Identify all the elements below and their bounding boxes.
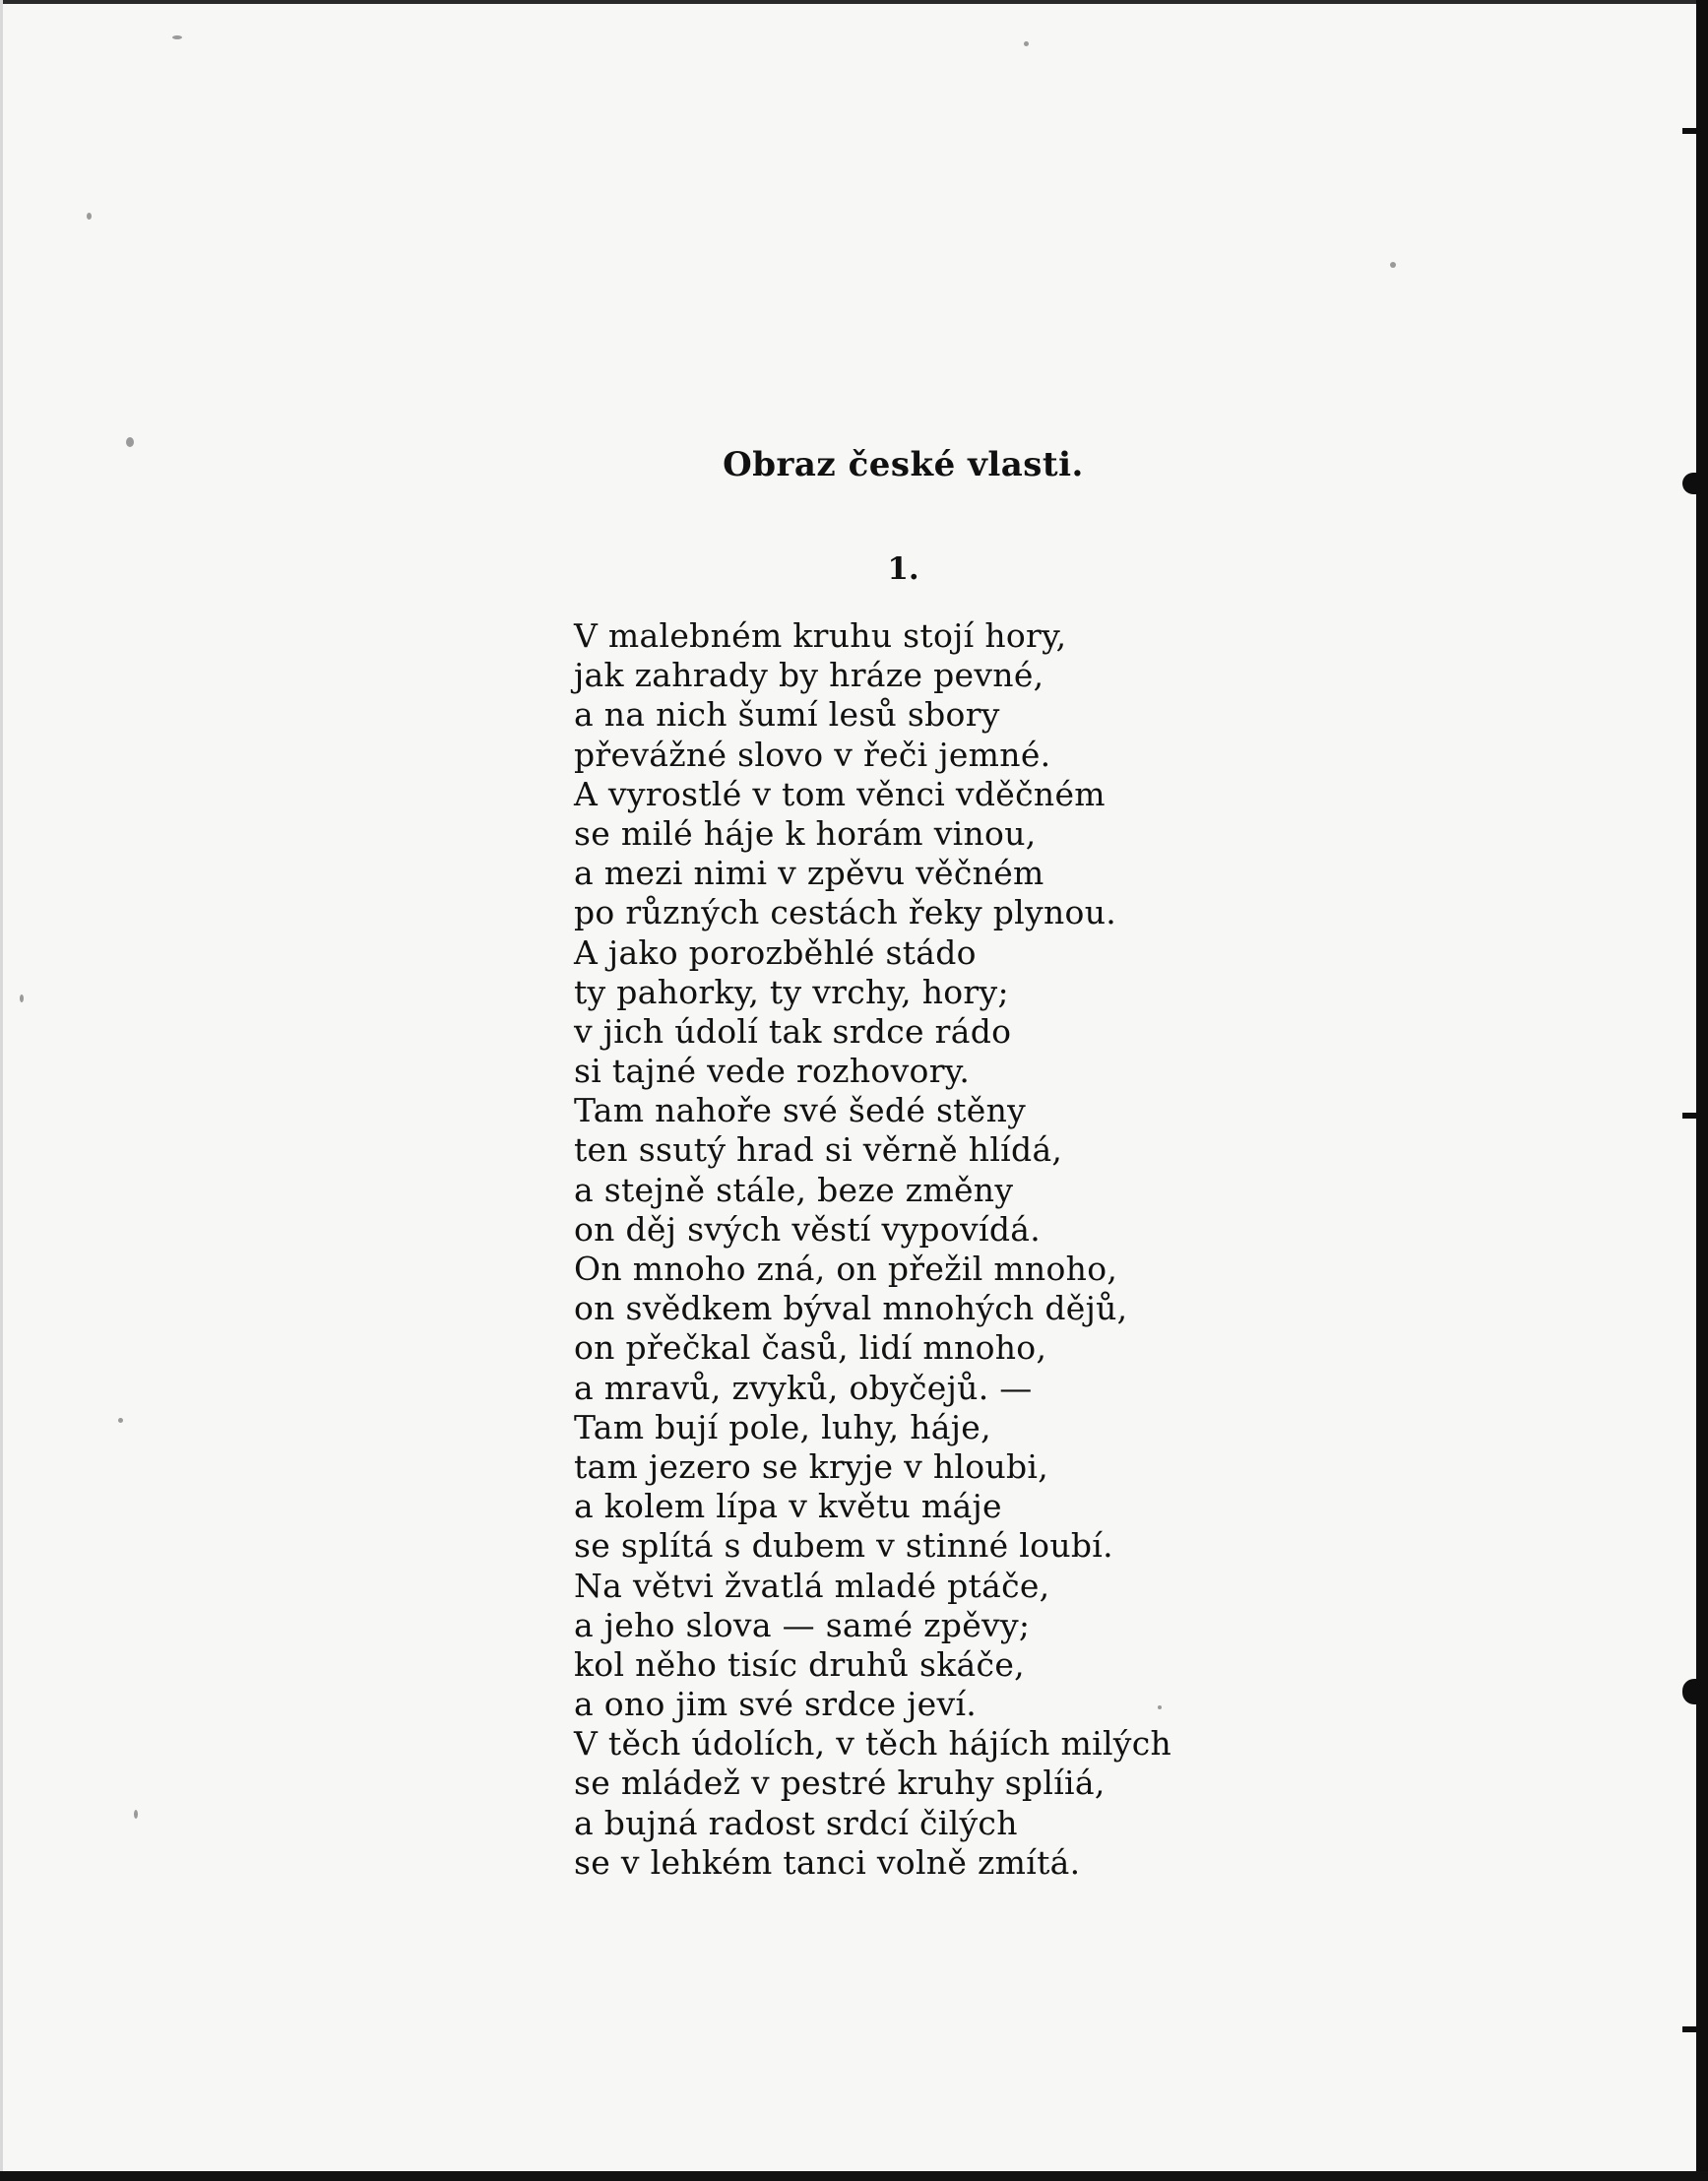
scan-edge-mark bbox=[1682, 128, 1708, 134]
poem-line: a jeho slova — samé zpěvy; bbox=[574, 1605, 1031, 1644]
poem-line: se v lehkém tanci volně zmítá. bbox=[574, 1842, 1081, 1882]
poem-line: tam jezero se kryje v hloubi, bbox=[574, 1446, 1049, 1486]
poem-line: a na nich šumí lesů sbory bbox=[574, 695, 1000, 735]
poem-line: on přečkal časů, lidí mnoho, bbox=[574, 1328, 1047, 1368]
poem-line: ten ssutý hrad si věrně hlídá, bbox=[574, 1130, 1063, 1170]
scan-edge-right bbox=[1696, 0, 1708, 2181]
poem-line: a kolem lípa v květu máje bbox=[574, 1487, 1002, 1526]
poem-title: Obraz české vlasti. bbox=[723, 445, 1084, 484]
poem-text bbox=[574, 616, 1171, 1883]
paper-speck bbox=[134, 1810, 138, 1819]
poem-line: ty pahorky, ty vrchy, hory; bbox=[574, 972, 1009, 1011]
poem-line: on děj svých věstí vypovídá. bbox=[574, 1209, 1042, 1249]
poem-line: a mravů, zvyků, obyčejů. — bbox=[574, 1368, 1033, 1407]
scan-edge-bottom bbox=[0, 2171, 1708, 2181]
poem-line: se splítá s dubem v stinné loubí. bbox=[574, 1526, 1113, 1566]
scan-edge-top bbox=[0, 0, 1708, 4]
poem-line: V malebném kruhu stojí hory, bbox=[574, 616, 1067, 655]
poem-line: Tam nahoře své šedé stěny bbox=[574, 1091, 1027, 1130]
scan-edge-mark bbox=[1682, 1679, 1708, 1704]
scan-edge-left bbox=[0, 0, 3, 2181]
poem-line: V těch údolích, v těch hájích milých bbox=[574, 1724, 1172, 1764]
paper-speck bbox=[87, 213, 92, 220]
scan-edge-mark bbox=[1682, 1113, 1708, 1119]
paper-speck bbox=[1390, 262, 1396, 268]
poem-line: si tajné vede rozhovory. bbox=[574, 1052, 971, 1091]
poem-line: převážné slovo v řeči jemné. bbox=[574, 735, 1051, 774]
poem-line: a ono jim své srdce jeví. bbox=[574, 1685, 978, 1724]
poem-line: Tam bují pole, luhy, háje, bbox=[574, 1407, 991, 1446]
paper-speck bbox=[172, 35, 182, 39]
poem-line: a bujná radost srdcí čilých bbox=[574, 1803, 1018, 1842]
poem-line: On mnoho zná, on přežil mnoho, bbox=[574, 1250, 1118, 1288]
poem-line: Na větvi žvatlá mladé ptáče, bbox=[574, 1566, 1050, 1605]
poem-line: A vyrostlé v tom věnci vděčném bbox=[574, 774, 1106, 813]
poem-line: se milé háje k horám vinou, bbox=[574, 813, 1037, 853]
poem-line: jak zahrady by hráze pevné, bbox=[574, 656, 1044, 695]
section-number: 1. bbox=[887, 551, 919, 587]
poem-line: v jich údolí tak srdce rádo bbox=[574, 1011, 1012, 1051]
poem-line: a stejně stále, beze změny bbox=[574, 1170, 1014, 1209]
poem-line: kol něho tisíc druhů skáče, bbox=[574, 1644, 1025, 1684]
paper-speck bbox=[118, 1418, 123, 1423]
poem-line: on svědkem býval mnohých dějů, bbox=[574, 1289, 1128, 1328]
poem-line: A jako porozběhlé stádo bbox=[574, 932, 977, 972]
paper-speck bbox=[1024, 41, 1029, 46]
scan-edge-mark bbox=[1682, 2026, 1708, 2032]
poem-line: a mezi nimi v zpěvu věčném bbox=[574, 854, 1044, 893]
paper-speck bbox=[20, 994, 24, 1002]
poem-line: po různých cestách řeky plynou. bbox=[574, 893, 1117, 932]
poem-line: se mládež v pestré kruhy splíiá, bbox=[574, 1764, 1106, 1803]
